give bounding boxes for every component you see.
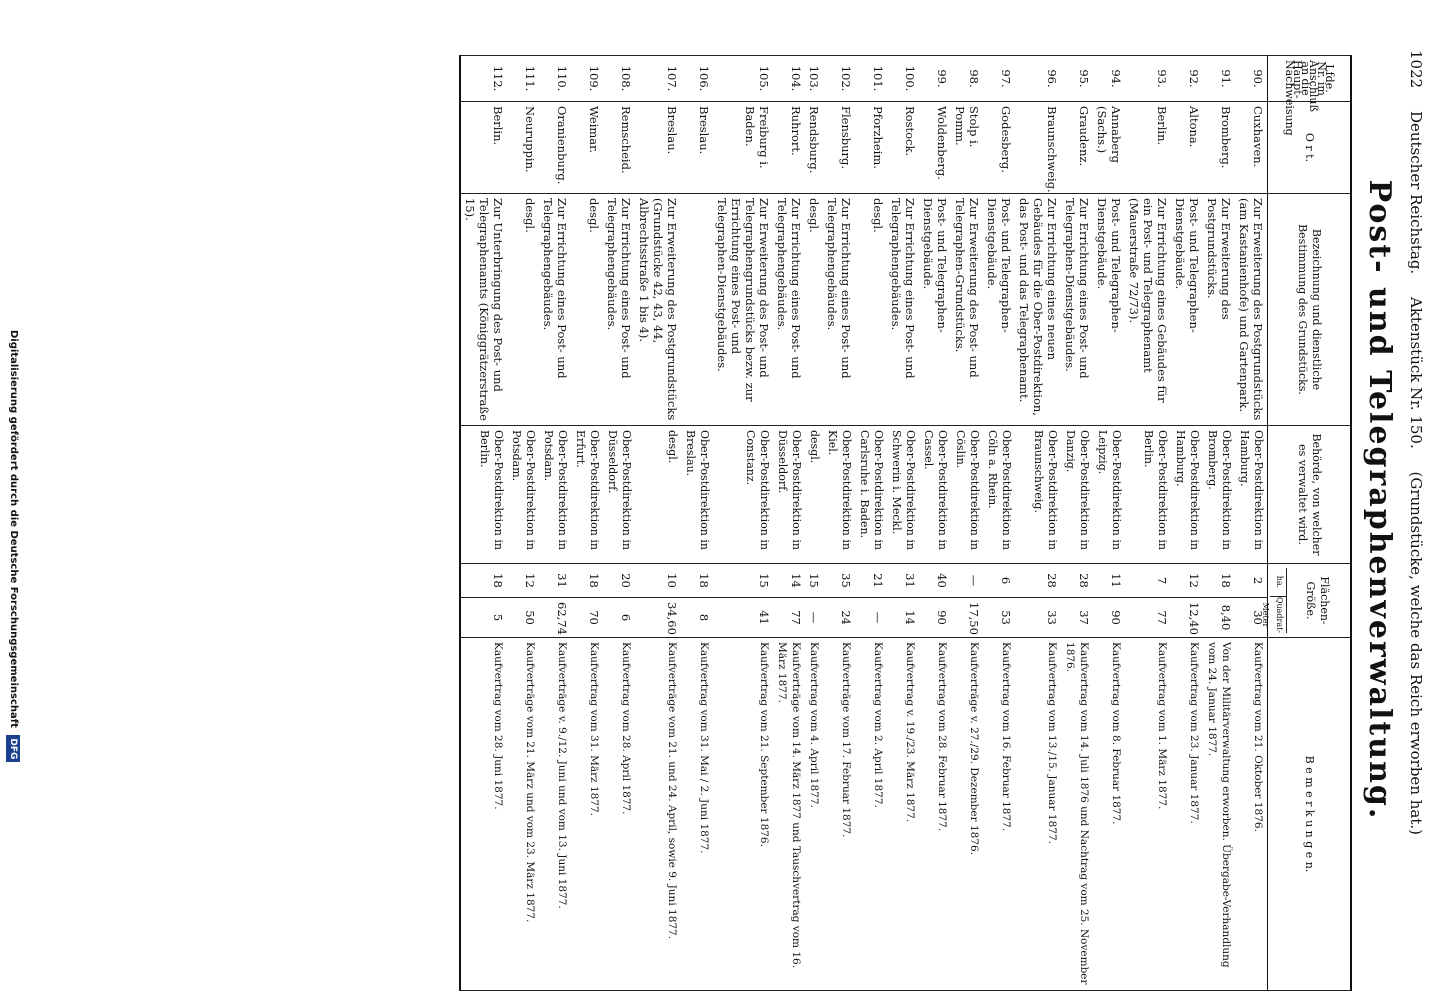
cell-nr: 99.	[919, 56, 951, 102]
cell-ort: Weimar.	[571, 102, 603, 194]
cell-ha: 40	[919, 564, 951, 598]
cell-bezeichnung: desgl.	[571, 194, 603, 426]
table-row	[823, 56, 855, 991]
cell-ort: Remscheid.	[603, 102, 635, 194]
cell-bezeichnung: Zur Erweiterung des Post- und Telegraphen-Grundstücks.	[951, 194, 983, 426]
cell-ha: 35	[823, 564, 855, 598]
cell-ort: Woldenberg.	[919, 102, 951, 194]
cell-behoerde: Ober-Postdirektion in Breslau.	[681, 426, 713, 564]
cell-bezeichnung: Zur Erweiterung des Postgrundstücks (am Kastanienhofe) und Gartenpark.	[1235, 194, 1268, 426]
cell-behoerde: Ober-Postdirektion in Constanz.	[713, 426, 773, 564]
cell-ort: Berlin.	[1125, 102, 1171, 194]
cell-nr: 107.	[635, 56, 681, 102]
cell-bemerkung: Kaufvertrag vom 14. Juli 1876 und Nachtrag vom 25. November 1876.	[1061, 638, 1093, 991]
cell-nr: 100.	[887, 56, 919, 102]
cell-nr: 96.	[1015, 56, 1061, 102]
cell-bemerkung: Kaufvertrag vom 21. September 1876.	[713, 638, 773, 991]
cell-qm: 6	[603, 598, 635, 638]
cell-qm: 5	[460, 598, 507, 638]
cell-bemerkung: Kaufvertrag vom 4. April 1877.	[805, 638, 823, 991]
cell-ha: 21	[855, 564, 887, 598]
cell-ha: 15	[805, 564, 823, 598]
cell-bezeichnung: desgl.	[507, 194, 539, 426]
cell-behoerde: Ober-Postdirektion in Cassel.	[919, 426, 951, 564]
cell-ha: 20	[603, 564, 635, 598]
cell-bezeichnung: Zur Errichtung eines neuen Gebäudes für die Ober-Postdirektion, das Post- und das Telegraphenamt.	[1015, 194, 1061, 426]
cell-ha: —	[951, 564, 983, 598]
cell-behoerde: Ober-Postdirektion in Erfurt.	[571, 426, 603, 564]
cell-bemerkung: Kaufvertrag vom 8. Februar 1877.	[1093, 638, 1125, 991]
table-row	[919, 56, 951, 991]
cell-qm: 33	[1015, 598, 1061, 638]
col-header-bemerkungen: B e m e r k u n g e n.	[1268, 638, 1352, 991]
property-table	[459, 55, 1352, 991]
cell-bezeichnung: Post- und Telegraphen-Dienstgebäude.	[919, 194, 951, 426]
cell-ort: Freiburg i. Baden.	[713, 102, 773, 194]
cell-ha: 12	[1171, 564, 1203, 598]
cell-nr: 97.	[983, 56, 1015, 102]
table-row	[539, 56, 571, 991]
cell-ort: Neuruppin.	[507, 102, 539, 194]
cell-ha: 14	[773, 564, 805, 598]
cell-bezeichnung: Zur Errichtung eines Gebäudes für ein Post- und Telegraphenamt (Mauerstraße 72/73).	[1125, 194, 1171, 426]
cell-ort: Pforzheim.	[855, 102, 887, 194]
cell-ort: Rendsburg.	[805, 102, 823, 194]
cell-bemerkung: Kaufvertrag v. 19./23. März 1877.	[887, 638, 919, 991]
table-row	[1015, 56, 1061, 991]
unit-ha: ha.	[1270, 568, 1286, 597]
cell-ha: 18	[460, 564, 507, 598]
cell-ort: Godesberg.	[983, 102, 1015, 194]
cell-qm: —	[855, 598, 887, 638]
cell-bezeichnung: desgl.	[805, 194, 823, 426]
cell-bezeichnung: Zur Errichtung eines Post- und Telegraphengebäudes.	[539, 194, 571, 426]
cell-bezeichnung: Post- und Telegraphen-Dienstgebäude.	[983, 194, 1015, 426]
cell-bezeichnung: Zur Erweiterung des Postgrundstücks (Grundstücke 42, 43, 44, Albrechtsstraße 1 bis 4).	[635, 194, 681, 426]
cell-bemerkung: Kaufverträge vom 21. März und vom 23. März 1877.	[507, 638, 539, 991]
cell-qm: 8,40	[1203, 598, 1235, 638]
table-row	[681, 56, 713, 991]
cell-nr: 102.	[823, 56, 855, 102]
cell-ort: Berlin.	[460, 102, 507, 194]
document-number: Aktenstück Nr. 150.	[1407, 297, 1425, 449]
table-row	[887, 56, 919, 991]
cell-ha: 28	[1061, 564, 1093, 598]
cell-nr: 92.	[1171, 56, 1203, 102]
cell-behoerde: desgl.	[805, 426, 823, 564]
cell-nr: 106.	[681, 56, 713, 102]
cell-bezeichnung	[681, 194, 713, 426]
table-row	[1061, 56, 1093, 991]
cell-bezeichnung: Post- und Telegraphen-Dienstgebäude.	[1171, 194, 1203, 426]
cell-bemerkung: Kaufvertrag vom 28. Februar 1877.	[919, 638, 951, 991]
table-row	[951, 56, 983, 991]
cell-behoerde: Ober-Postdirektion in Potsdam.	[507, 426, 539, 564]
cell-ort: Ruhrort.	[773, 102, 805, 194]
cell-ort: Cuxhaven.	[1235, 102, 1268, 194]
cell-bemerkung: Kaufvertrag vom 1. März 1877.	[1125, 638, 1171, 991]
cell-ha: 31	[887, 564, 919, 598]
cell-bezeichnung: Zur Unterbringung des Post- und Telegraphenamts (Königgrätzerstraße 15).	[460, 194, 507, 426]
publication-name: Deutscher Reichstag.	[1407, 110, 1425, 275]
cell-bemerkung: Kaufvertrag vom 28. Juni 1877.	[460, 638, 507, 991]
cell-ha: 2	[1235, 564, 1268, 598]
cell-behoerde: Ober-Postdirektion in Braunschweig.	[1015, 426, 1061, 564]
cell-nr: 111.	[507, 56, 539, 102]
cell-qm: 90	[1093, 598, 1125, 638]
col-header-behoerde: Behörde, von welcher es verwaltet wird.	[1268, 426, 1352, 564]
cell-bemerkung: Kaufvertrag vom 13./15. Januar 1877.	[1015, 638, 1061, 991]
cell-behoerde: Ober-Postdirektion in Hamburg.	[1171, 426, 1203, 564]
cell-bemerkung: Kaufverträge vom 17. Februar 1877.	[823, 638, 855, 991]
cell-bemerkung: Kaufverträge v. 27./29. Dezember 1876.	[951, 638, 983, 991]
cell-bemerkung: Kaufverträge v. 9./12. Juni und vom 13. Juni 1877.	[539, 638, 571, 991]
cell-behoerde: Ober-Postdirektion in Bromberg.	[1203, 426, 1235, 564]
cell-bemerkung: Kaufverträge vom 14. März 1877 und Tauschvertrag vom 16. März 1877.	[773, 638, 805, 991]
cell-ort: Graudenz.	[1061, 102, 1093, 194]
cell-bemerkung: Kaufvertrag vom 31. März 1877.	[571, 638, 603, 991]
cell-qm: 70	[571, 598, 603, 638]
cell-behoerde: Ober-Postdirektion in Hamburg.	[1235, 426, 1268, 564]
cell-bemerkung: Kaufvertrag vom 16. Februar 1877.	[983, 638, 1015, 991]
cell-nr: 95.	[1061, 56, 1093, 102]
cell-ort: Stolp i. Pomm.	[951, 102, 983, 194]
cell-ort: Altona.	[1171, 102, 1203, 194]
cell-ort: Braunschweig.	[1015, 102, 1061, 194]
cell-qm: 34,60	[635, 598, 681, 638]
cell-qm: 12,40	[1171, 598, 1203, 638]
cell-bezeichnung: Zur Errichtung eines Post- und Telegraphengebäudes.	[887, 194, 919, 426]
cell-ort: Oranienburg.	[539, 102, 571, 194]
cell-qm: 24	[823, 598, 855, 638]
cell-behoerde: Ober-Postdirektion in Berlin.	[1125, 426, 1171, 564]
cell-behoerde: Ober-Postdirektion in Cöln a. Rhein.	[983, 426, 1015, 564]
cell-qm: 50	[507, 598, 539, 638]
cell-ha: 6	[983, 564, 1015, 598]
table-header-row	[1268, 56, 1352, 991]
cell-behoerde: Ober-Postdirektion in Schwerin i. Meckl.	[887, 426, 919, 564]
col-header-nr: Lfde. Nr. im Anschluß an die Haupt-Nachweisung	[1268, 56, 1352, 102]
table-row	[1235, 56, 1268, 991]
cell-behoerde: desgl.	[635, 426, 681, 564]
cell-ort: Bromberg.	[1203, 102, 1235, 194]
dfg-logo: DFG	[6, 735, 20, 762]
cell-nr: 91.	[1203, 56, 1235, 102]
cell-qm: —	[805, 598, 823, 638]
digitization-credit	[2, 330, 24, 990]
cell-ha: 15	[713, 564, 773, 598]
cell-bemerkung: Kaufvertrag vom 28. April 1877.	[603, 638, 635, 991]
cell-bezeichnung: Post- und Telegraphen-Dienstgebäude.	[1093, 194, 1125, 426]
cell-nr: 110.	[539, 56, 571, 102]
cell-ha: 7	[1125, 564, 1171, 598]
table-row	[507, 56, 539, 991]
cell-ort: Annaberg (Sachs.)	[1093, 102, 1125, 194]
table-row	[460, 56, 507, 991]
cell-behoerde: Ober-Postdirektion in Danzig.	[1061, 426, 1093, 564]
cell-behoerde: Ober-Postdirektion in Düsseldorf.	[603, 426, 635, 564]
cell-nr: 109.	[571, 56, 603, 102]
table-row	[713, 56, 773, 991]
cell-bemerkung: Kaufvertrag vom 2. April 1877.	[855, 638, 887, 991]
page-number: 1022	[1407, 50, 1425, 89]
col-header-ort: O r t.	[1268, 102, 1352, 194]
section-title: Post- und Telegraphenverwaltung.	[1362, 179, 1397, 821]
cell-qm: 53	[983, 598, 1015, 638]
cell-bezeichnung: Zur Errichtung eines Post- und Telegraphengebäudes.	[823, 194, 855, 426]
cell-bemerkung: Kaufvertrag vom 23. Januar 1877.	[1171, 638, 1203, 991]
cell-nr: 93.	[1125, 56, 1171, 102]
cell-qm: 41	[713, 598, 773, 638]
table-row	[1171, 56, 1203, 991]
cell-nr: 108.	[603, 56, 635, 102]
cell-qm: 90	[919, 598, 951, 638]
table-row	[805, 56, 823, 991]
credit-text: Digitalisierung gefördert durch die Deutsche Forschungsgemeinschaft	[8, 330, 19, 728]
cell-nr: 112.	[460, 56, 507, 102]
cell-bemerkung: Kaufverträge vom 21. und 24. April, sowie 9. Juni 1877.	[635, 638, 681, 991]
cell-ort: Rostock.	[887, 102, 919, 194]
table-row	[635, 56, 681, 991]
cell-ha: 28	[1015, 564, 1061, 598]
cell-ha: 18	[571, 564, 603, 598]
cell-behoerde: Ober-Postdirektion in Cöslin.	[951, 426, 983, 564]
table-body	[460, 56, 1268, 991]
cell-nr: 90.	[1235, 56, 1268, 102]
table-row	[571, 56, 603, 991]
unit-qm: Quadrat-Meter	[1261, 596, 1284, 634]
cell-ha: 10	[635, 564, 681, 598]
cell-bezeichnung: Zur Errichtung eines Post- und Telegraphengebäudes.	[603, 194, 635, 426]
cell-ort: Flensburg.	[823, 102, 855, 194]
table-row	[1203, 56, 1235, 991]
cell-nr: 103.	[805, 56, 823, 102]
cell-bezeichnung: desgl.	[855, 194, 887, 426]
cell-nr: 104.	[773, 56, 805, 102]
table-row	[855, 56, 887, 991]
cell-qm: 17,50	[951, 598, 983, 638]
cell-qm: 77	[1125, 598, 1171, 638]
cell-ha: 31	[539, 564, 571, 598]
cell-bemerkung: Kaufvertrag vom 21. Oktober 1876.	[1235, 638, 1268, 991]
table-row	[1093, 56, 1125, 991]
col-header-groesse	[1261, 564, 1352, 638]
cell-behoerde: Ober-Postdirektion in Potsdam.	[539, 426, 571, 564]
cell-ha: 12	[507, 564, 539, 598]
cell-behoerde: Ober-Postdirektion in Berlin.	[460, 426, 507, 564]
cell-behoerde: Ober-Postdirektion in Kiel.	[823, 426, 855, 564]
cell-nr: 105.	[713, 56, 773, 102]
groesse-label: Flächen-Größe.	[1286, 568, 1348, 633]
cell-nr: 101.	[855, 56, 887, 102]
cell-bezeichnung: Zur Erweiterung des Post- und Telegraphengrundstücks bezw. zur Errichtung eines Post- und Telegraphen-Dienstgebäudes.	[713, 194, 773, 426]
cell-behoerde: Ober-Postdirektion in Düsseldorf.	[773, 426, 805, 564]
cell-behoerde: Ober-Postdirektion in Leipzig.	[1093, 426, 1125, 564]
cell-nr: 98.	[951, 56, 983, 102]
cell-ha: 11	[1093, 564, 1125, 598]
cell-nr: 94.	[1093, 56, 1125, 102]
table-row	[1125, 56, 1171, 991]
header-note: (Grundstücke, welche das Reich erworben hat.)	[1407, 471, 1425, 835]
cell-ort: Breslau.	[635, 102, 681, 194]
cell-qm: 30	[1235, 598, 1268, 638]
cell-behoerde: Ober-Postdirektion in Carlsruhe i. Baden.	[855, 426, 887, 564]
cell-bezeichnung: Zur Errichtung eines Post- und Telegraphen-Dienstgebäudes.	[1061, 194, 1093, 426]
table-row	[603, 56, 635, 991]
cell-qm: 62,74	[539, 598, 571, 638]
cell-bezeichnung: Zur Errichtung eines Post- und Telegraphengebäudes.	[773, 194, 805, 426]
cell-qm: 37	[1061, 598, 1093, 638]
cell-ha: 18	[1203, 564, 1235, 598]
cell-qm: 77	[773, 598, 805, 638]
cell-qm: 8	[681, 598, 713, 638]
cell-qm: 14	[887, 598, 919, 638]
cell-ha: 18	[681, 564, 713, 598]
cell-bemerkung: Kaufvertrag vom 31. Mai / 2. Juni 1877.	[681, 638, 713, 991]
table-row	[773, 56, 805, 991]
table-row	[983, 56, 1015, 991]
col-header-bezeichnung: Bezeichnung und dienstliche Bestimmung des Grundstücks.	[1268, 194, 1352, 426]
cell-bemerkung: Von der Militärverwaltung erworben. Übergabe-Verhandlung vom 24. Januar 1877.	[1203, 638, 1235, 991]
running-header	[1400, 50, 1432, 980]
cell-bezeichnung: Zur Erweiterung des Postgrundstücks.	[1203, 194, 1235, 426]
cell-ort: Breslau.	[681, 102, 713, 194]
